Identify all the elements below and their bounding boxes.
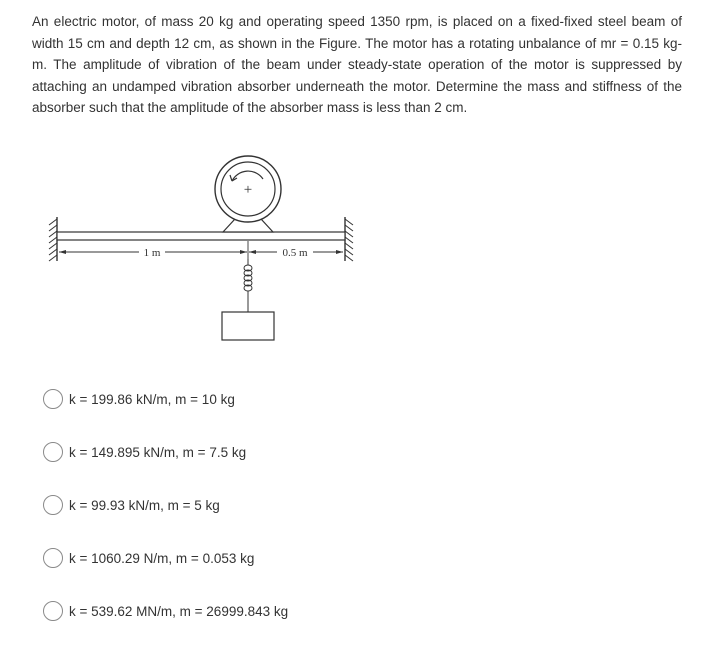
steel-beam — [57, 232, 345, 240]
left-fixed-support — [49, 217, 57, 261]
answer-options — [43, 387, 643, 652]
option-5[interactable] — [43, 599, 643, 623]
motor-center-symbol: + — [243, 182, 253, 198]
option-4[interactable] — [43, 546, 643, 570]
absorber-spring — [244, 259, 252, 312]
option-5-label[interactable]: k = 539.62 MN/m, m = 26999.843 kg — [69, 603, 289, 619]
option-2-radio[interactable] — [43, 442, 63, 462]
option-4-radio[interactable] — [43, 548, 63, 568]
motor — [215, 156, 281, 232]
option-2[interactable] — [43, 440, 643, 464]
option-3[interactable] — [43, 493, 643, 517]
option-1-label[interactable]: k = 199.86 kN/m, m = 10 kg — [69, 391, 235, 407]
beam-motor-absorber-figure — [45, 155, 365, 345]
option-5-radio[interactable] — [43, 601, 63, 621]
option-2-label[interactable]: k = 149.895 kN/m, m = 7.5 kg — [69, 444, 247, 460]
absorber-mass — [222, 312, 274, 340]
option-3-label[interactable]: k = 99.93 kN/m, m = 5 kg — [69, 497, 220, 513]
left-dimension-label: 1 m — [143, 247, 161, 259]
option-1-radio[interactable] — [43, 389, 63, 409]
right-fixed-support — [345, 217, 353, 261]
right-dimension-label: 0.5 m — [282, 247, 308, 259]
question-text: An electric motor, of mass 20 kg and operating speed 1350 rpm, is placed on a fixed-fixed steel beam of width 15 cm and depth 12 cm, as shown in the Figure. The motor has a rotating unbalance of mr = 0.15 kg-m. The amplitude of vibration of the beam under steady-state operation of the motor is suppressed by attaching an undamped vibration absorber underneath the motor. Determine the mass and stiffness of the absorber such that the amplitude of the absorber mass is less than 2 cm. — [32, 14, 682, 116]
option-1[interactable] — [43, 387, 643, 411]
option-4-label[interactable]: k = 1060.29 N/m, m = 0.053 kg — [69, 550, 255, 566]
option-3-radio[interactable] — [43, 495, 63, 515]
